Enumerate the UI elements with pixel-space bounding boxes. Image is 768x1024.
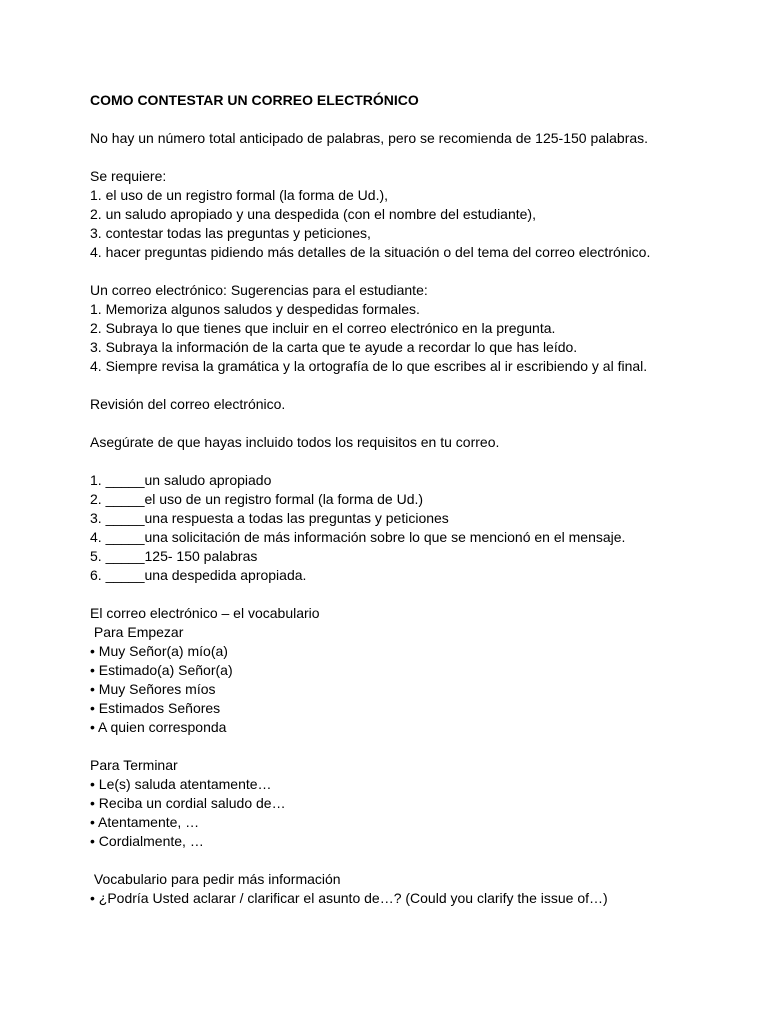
spacer: [90, 148, 760, 167]
end-phrase: • Atentamente, …: [90, 814, 200, 830]
spacer: [90, 110, 760, 129]
end-phrase: • Cordialmente, …: [90, 833, 204, 849]
spacer: [90, 851, 760, 870]
vocabulary-section: [90, 604, 760, 908]
requirements-heading: Se requiere:: [90, 168, 167, 184]
checklist-item: 2. _____el uso de un registro formal (la forma de Ud.): [90, 491, 424, 507]
document-title: COMO CONTESTAR UN CORREO ELECTRÓNICO: [90, 92, 419, 108]
requirement-item: 2. un saludo apropiado y una despedida (con el nombre del estudiante),: [90, 206, 536, 222]
suggestion-item: 1. Memoriza algunos saludos y despedidas formales.: [90, 301, 420, 317]
start-phrase: • A quien corresponda: [90, 719, 227, 735]
document-page: [90, 91, 760, 908]
start-phrase: • Estimados Señores: [90, 700, 221, 716]
revision-section: [90, 395, 760, 585]
suggestions-heading: Un correo electrónico: Sugerencias para el estudiante:: [90, 282, 428, 298]
checklist-item: 1. _____un saludo apropiado: [90, 472, 272, 488]
start-phrase: • Muy Señores míos: [90, 681, 216, 697]
spacer: [90, 376, 760, 395]
requirement-item: 3. contestar todas las preguntas y peticiones,: [90, 225, 371, 241]
checklist-item: 6. _____una despedida apropiada.: [90, 567, 307, 583]
spacer: [90, 737, 760, 756]
requirement-item: 1. el uso de un registro formal (la forma de Ud.),: [90, 187, 389, 203]
more-info-phrase: • ¿Podría Usted aclarar / clarificar el asunto de…? (Could you clarify the issue of…): [90, 890, 608, 906]
start-subheading: Para Empezar: [90, 624, 184, 640]
checklist-item: 5. _____125- 150 palabras: [90, 548, 258, 564]
requirements-section: [90, 167, 760, 262]
suggestion-item: 2. Subraya lo que tienes que incluir en el correo electrónico en la pregunta.: [90, 320, 556, 336]
spacer: [90, 585, 760, 604]
checklist-item: 3. _____una respuesta a todas las preguntas y peticiones: [90, 510, 449, 526]
more-info-subheading: Vocabulario para pedir más información: [90, 871, 341, 887]
revision-instruction: Asegúrate de que hayas incluido todos los requisitos en tu correo.: [90, 434, 500, 450]
spacer: [90, 414, 760, 433]
suggestion-item: 4. Siempre revisa la gramática y la ortografía de lo que escribes al ir escribiendo y al final.: [90, 358, 648, 374]
suggestion-item: 3. Subraya la información de la carta que te ayude a recordar lo que has leído.: [90, 339, 578, 355]
spacer: [90, 262, 760, 281]
end-phrase: • Le(s) saluda atentamente…: [90, 776, 272, 792]
start-phrase: • Muy Señor(a) mío(a): [90, 643, 228, 659]
end-subheading: Para Terminar: [90, 757, 178, 773]
end-phrase: • Reciba un cordial saludo de…: [90, 795, 286, 811]
suggestions-section: [90, 281, 760, 376]
revision-heading: Revisión del correo electrónico.: [90, 396, 286, 412]
start-phrase: • Estimado(a) Señor(a): [90, 662, 233, 678]
spacer: [90, 452, 760, 471]
checklist-item: 4. _____una solicitación de más información sobre lo que se mencionó en el mensaje.: [90, 529, 626, 545]
intro-paragraph: No hay un número total anticipado de palabras, pero se recomienda de 125-150 palabras.: [90, 130, 649, 146]
vocabulary-heading: El correo electrónico – el vocabulario: [90, 605, 320, 621]
requirement-item: 4. hacer preguntas pidiendo más detalles de la situación o del tema del correo electrónico.: [90, 244, 651, 260]
